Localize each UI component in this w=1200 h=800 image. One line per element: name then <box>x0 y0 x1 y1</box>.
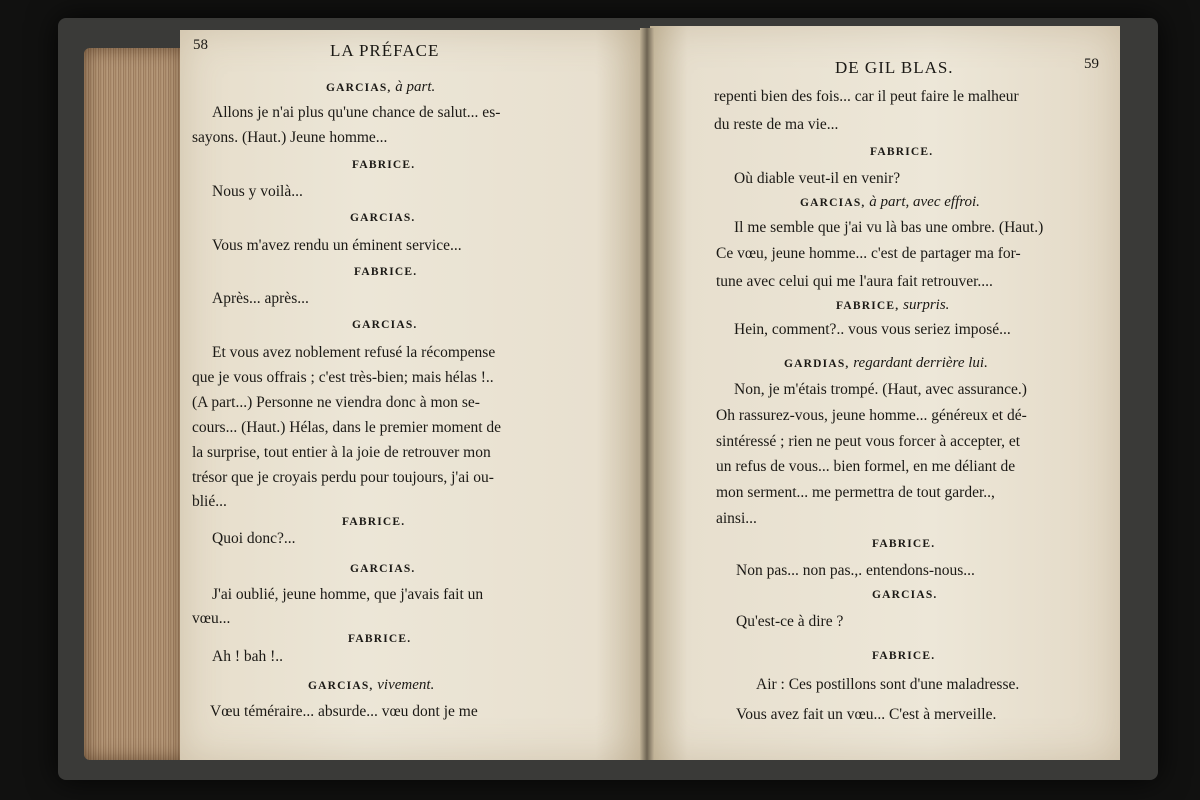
speaker-name: FABRICE. <box>872 650 936 662</box>
speaker-heading <box>872 651 935 663</box>
speaker-name: FABRICE. <box>354 266 418 278</box>
speaker-heading <box>800 195 980 210</box>
speaker-heading <box>352 320 418 332</box>
stage-direction: vivement. <box>373 677 435 693</box>
speaker-heading <box>872 590 938 602</box>
text-line: Ah ! bah !.. <box>212 648 284 665</box>
speaker-name: GARCIAS. <box>872 589 938 601</box>
speaker-heading <box>352 160 415 172</box>
text-line: Où diable veut-il en venir? <box>734 170 901 187</box>
speaker-name: GARDIAS, <box>784 358 850 370</box>
speaker-heading <box>326 80 435 95</box>
stage-direction: à part. <box>391 79 436 95</box>
speaker-name: FABRICE. <box>352 159 416 171</box>
text-line: Et vous avez noblement refusé la récompense <box>212 344 496 361</box>
text-line: Il me semble que j'ai vu là bas une ombre. (Haut.) <box>734 219 1044 236</box>
text-line: repenti bien des fois... car il peut faire le malheur <box>714 88 1019 105</box>
speaker-name: GARCIAS, <box>800 197 866 209</box>
left-page-number: 58 <box>193 37 208 53</box>
text-line: Vous avez fait un vœu... C'est à merveille. <box>736 706 997 723</box>
text-line: Non pas... non pas.,. entendons-nous... <box>736 562 975 579</box>
speaker-name: GARCIAS. <box>352 319 418 331</box>
text-line: Nous y voilà... <box>212 183 303 200</box>
speaker-heading <box>342 517 405 529</box>
speaker-name: FABRICE. <box>342 516 406 528</box>
speaker-heading <box>350 564 416 576</box>
speaker-heading <box>350 213 416 225</box>
text-line: Vous m'avez rendu un éminent service... <box>212 237 462 254</box>
text-line: que je vous offrais ; c'est très-bien; mais hélas !.. <box>192 369 494 386</box>
speaker-heading <box>784 356 988 371</box>
speaker-name: FABRICE. <box>872 538 936 550</box>
text-line: Qu'est-ce à dire ? <box>736 613 844 630</box>
speaker-heading <box>354 267 417 279</box>
text-line: Hein, comment?.. vous vous seriez imposé... <box>734 321 1011 338</box>
text-line: Quoi donc?... <box>212 530 296 547</box>
speaker-name: FABRICE. <box>348 633 412 645</box>
text-line: tune avec celui qui me l'aura fait retrouver.... <box>716 273 993 290</box>
speaker-name: FABRICE. <box>870 146 934 158</box>
text-line: Vœu téméraire... absurde... vœu dont je me <box>210 703 478 720</box>
text-line: ainsi... <box>716 510 757 527</box>
text-line: Non, je m'étais trompé. (Haut, avec assurance.) <box>734 381 1027 398</box>
stage-direction: surpris. <box>899 297 950 313</box>
text-line: blié... <box>192 493 227 510</box>
text-line: la surprise, tout entier à la joie de retrouver mon <box>192 444 491 461</box>
stage-direction: à part, avec effroi. <box>865 194 980 210</box>
speaker-name: GARCIAS, <box>326 82 392 94</box>
text-line: sayons. (Haut.) Jeune homme... <box>192 129 388 146</box>
text-line: Air : Ces postillons sont d'une maladresse. <box>756 676 1020 693</box>
speaker-heading <box>348 634 411 646</box>
speaker-name: GARCIAS, <box>308 680 374 692</box>
right-page-number: 59 <box>1084 56 1099 72</box>
right-running-head: DE GIL BLAS. <box>835 58 954 77</box>
speaker-name: GARCIAS. <box>350 563 416 575</box>
text-line: Oh rassurez-vous, jeune homme... généreux et dé- <box>716 407 1027 424</box>
text-line: Allons je n'ai plus qu'une chance de salut... es- <box>212 104 501 121</box>
text-line: trésor que je croyais perdu pour toujours, j'ai ou- <box>192 469 494 486</box>
left-running-head: LA PRÉFACE <box>330 41 440 60</box>
speaker-heading <box>836 298 949 313</box>
text-line: un refus de vous... bien formel, en me déliant de <box>716 458 1016 475</box>
stage-direction: regardant derrière lui. <box>849 355 988 371</box>
text-line: vœu... <box>192 610 231 627</box>
speaker-name: FABRICE, <box>836 300 900 312</box>
speaker-name: GARCIAS. <box>350 212 416 224</box>
text-line: du reste de ma vie... <box>714 116 839 133</box>
speaker-heading <box>308 678 434 693</box>
text-line: mon serment... me permettra de tout garder.., <box>716 484 995 501</box>
speaker-heading <box>870 147 933 159</box>
page-edges <box>84 48 184 760</box>
text-line: J'ai oublié, jeune homme, que j'avais fait un <box>212 586 484 603</box>
speaker-heading <box>872 539 935 551</box>
book-gutter <box>640 28 654 760</box>
text-line: cours... (Haut.) Hélas, dans le premier moment de <box>192 419 502 436</box>
text-line: Après... après... <box>212 290 309 307</box>
text-line: (A part...) Personne ne viendra donc à mon se- <box>192 394 480 411</box>
text-line: Ce vœu, jeune homme... c'est de partager ma for- <box>716 245 1021 262</box>
text-line: sintéressé ; rien ne peut vous forcer à accepter, et <box>716 433 1021 450</box>
